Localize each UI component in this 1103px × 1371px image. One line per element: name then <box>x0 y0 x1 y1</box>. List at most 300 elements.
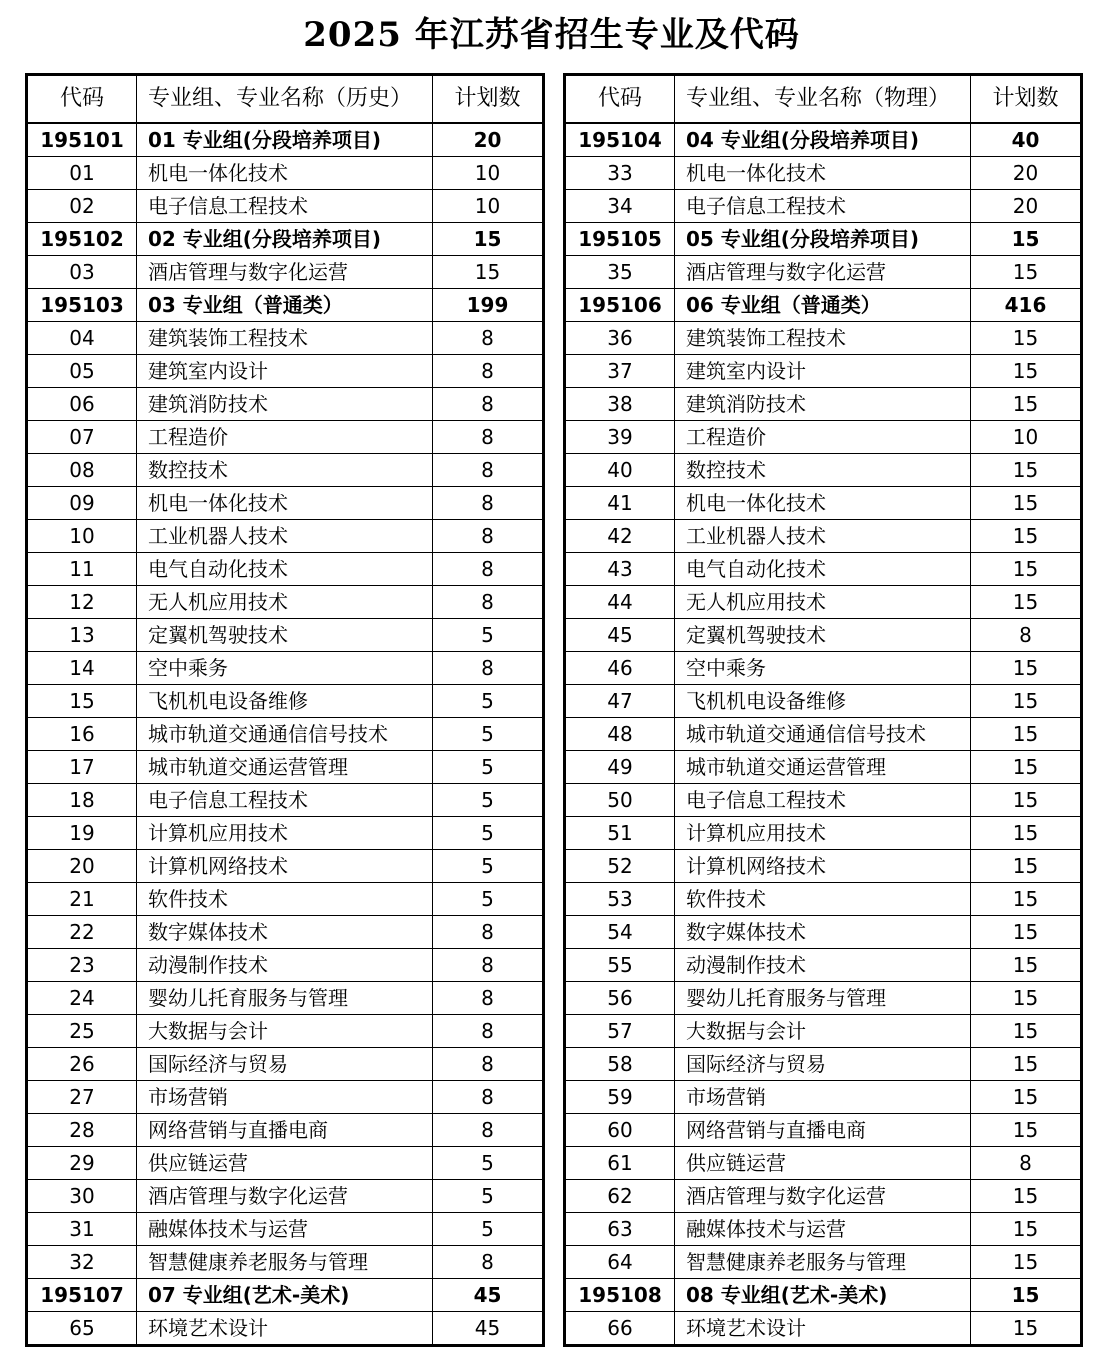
cell-code: 53 <box>565 883 675 916</box>
cell-name: 机电一体化技术 <box>675 157 971 190</box>
cell-count: 5 <box>433 850 544 883</box>
cell-name: 市场营销 <box>137 1081 433 1114</box>
table-row <box>565 586 1082 619</box>
cell-name: 建筑消防技术 <box>675 388 971 421</box>
cell-name: 城市轨道交通通信信号技术 <box>137 718 433 751</box>
cell-code: 28 <box>27 1114 137 1147</box>
cell-name: 国际经济与贸易 <box>137 1048 433 1081</box>
cell-name: 建筑室内设计 <box>137 355 433 388</box>
table-row <box>27 421 544 454</box>
cell-code: 50 <box>565 784 675 817</box>
cell-code: 27 <box>27 1081 137 1114</box>
cell-count: 8 <box>433 388 544 421</box>
table-row <box>565 322 1082 355</box>
cell-code: 55 <box>565 949 675 982</box>
cell-name: 市场营销 <box>675 1081 971 1114</box>
table-row <box>565 454 1082 487</box>
cell-code: 46 <box>565 652 675 685</box>
table-row <box>565 1180 1082 1213</box>
cell-count: 15 <box>971 1312 1082 1346</box>
cell-name: 07 专业组(艺术-美术) <box>137 1279 433 1312</box>
group-row <box>565 223 1082 256</box>
cell-code: 09 <box>27 487 137 520</box>
cell-count: 8 <box>433 982 544 1015</box>
table-row <box>27 817 544 850</box>
cell-name: 05 专业组(分段培养项目) <box>675 223 971 256</box>
cell-code: 29 <box>27 1147 137 1180</box>
cell-code: 195102 <box>27 223 137 256</box>
cell-name: 数控技术 <box>137 454 433 487</box>
cell-code: 195104 <box>565 123 675 157</box>
table-row <box>565 1081 1082 1114</box>
cell-name: 08 专业组(艺术-美术) <box>675 1279 971 1312</box>
history-plan-table <box>25 73 545 1347</box>
cell-name: 电子信息工程技术 <box>137 784 433 817</box>
table-row <box>565 421 1082 454</box>
cell-name: 国际经济与贸易 <box>675 1048 971 1081</box>
cell-code: 26 <box>27 1048 137 1081</box>
cell-name: 动漫制作技术 <box>137 949 433 982</box>
cell-count: 8 <box>433 487 544 520</box>
cell-count: 40 <box>971 123 1082 157</box>
cell-count: 15 <box>971 1015 1082 1048</box>
cell-code: 21 <box>27 883 137 916</box>
column-header-code: 代码 <box>565 75 675 124</box>
cell-name: 网络营销与直播电商 <box>675 1114 971 1147</box>
cell-name: 工程造价 <box>675 421 971 454</box>
cell-code: 43 <box>565 553 675 586</box>
cell-code: 38 <box>565 388 675 421</box>
table-row <box>565 751 1082 784</box>
cell-code: 40 <box>565 454 675 487</box>
cell-code: 06 <box>27 388 137 421</box>
table-row <box>565 487 1082 520</box>
table-row <box>565 949 1082 982</box>
table-row <box>27 784 544 817</box>
cell-name: 空中乘务 <box>675 652 971 685</box>
cell-count: 5 <box>433 1147 544 1180</box>
table-row <box>27 1246 544 1279</box>
cell-name: 大数据与会计 <box>137 1015 433 1048</box>
cell-name: 软件技术 <box>137 883 433 916</box>
cell-count: 5 <box>433 685 544 718</box>
table-row <box>27 685 544 718</box>
cell-code: 41 <box>565 487 675 520</box>
table-row <box>27 190 544 223</box>
cell-name: 酒店管理与数字化运营 <box>137 1180 433 1213</box>
cell-code: 58 <box>565 1048 675 1081</box>
table-row <box>27 751 544 784</box>
cell-code: 59 <box>565 1081 675 1114</box>
cell-code: 36 <box>565 322 675 355</box>
table-row <box>565 619 1082 652</box>
table-row <box>27 1312 544 1346</box>
cell-count: 15 <box>971 487 1082 520</box>
cell-count: 15 <box>971 256 1082 289</box>
column-header-count: 计划数 <box>433 75 544 124</box>
page-title: 2025 年江苏省招生专业及代码 <box>303 15 800 55</box>
cell-name: 智慧健康养老服务与管理 <box>675 1246 971 1279</box>
cell-name: 电子信息工程技术 <box>675 784 971 817</box>
cell-code: 03 <box>27 256 137 289</box>
group-row <box>27 289 544 322</box>
cell-count: 8 <box>433 916 544 949</box>
table-row <box>565 1213 1082 1246</box>
cell-count: 15 <box>971 916 1082 949</box>
cell-code: 13 <box>27 619 137 652</box>
cell-count: 15 <box>971 1180 1082 1213</box>
cell-code: 23 <box>27 949 137 982</box>
table-row <box>27 454 544 487</box>
column-header-code: 代码 <box>27 75 137 124</box>
cell-name: 建筑室内设计 <box>675 355 971 388</box>
table-row <box>27 1180 544 1213</box>
cell-code: 62 <box>565 1180 675 1213</box>
cell-count: 15 <box>971 751 1082 784</box>
cell-code: 39 <box>565 421 675 454</box>
table-row <box>565 520 1082 553</box>
column-header-count: 计划数 <box>971 75 1082 124</box>
cell-count: 8 <box>433 553 544 586</box>
cell-count: 5 <box>433 751 544 784</box>
group-row <box>27 223 544 256</box>
cell-name: 酒店管理与数字化运营 <box>137 256 433 289</box>
cell-code: 25 <box>27 1015 137 1048</box>
cell-code: 15 <box>27 685 137 718</box>
cell-count: 20 <box>433 123 544 157</box>
table-row <box>565 817 1082 850</box>
cell-name: 定翼机驾驶技术 <box>675 619 971 652</box>
cell-code: 05 <box>27 355 137 388</box>
cell-count: 45 <box>433 1312 544 1346</box>
cell-code: 20 <box>27 850 137 883</box>
cell-name: 空中乘务 <box>137 652 433 685</box>
cell-count: 15 <box>971 388 1082 421</box>
cell-code: 30 <box>27 1180 137 1213</box>
cell-code: 42 <box>565 520 675 553</box>
cell-name: 大数据与会计 <box>675 1015 971 1048</box>
cell-name: 数字媒体技术 <box>137 916 433 949</box>
cell-code: 16 <box>27 718 137 751</box>
cell-name: 供应链运营 <box>675 1147 971 1180</box>
cell-count: 15 <box>971 1213 1082 1246</box>
cell-name: 数控技术 <box>675 454 971 487</box>
cell-count: 15 <box>971 1048 1082 1081</box>
cell-count: 15 <box>971 223 1082 256</box>
table-row <box>27 520 544 553</box>
cell-count: 8 <box>433 949 544 982</box>
table-row <box>565 1114 1082 1147</box>
cell-code: 63 <box>565 1213 675 1246</box>
cell-name: 电子信息工程技术 <box>137 190 433 223</box>
physics-plan-table <box>563 73 1083 1347</box>
cell-count: 15 <box>971 949 1082 982</box>
cell-count: 8 <box>433 520 544 553</box>
table-row <box>27 1081 544 1114</box>
cell-code: 01 <box>27 157 137 190</box>
cell-code: 37 <box>565 355 675 388</box>
cell-count: 8 <box>433 1246 544 1279</box>
cell-count: 5 <box>433 784 544 817</box>
table-row <box>27 355 544 388</box>
table-row <box>27 586 544 619</box>
cell-name: 环境艺术设计 <box>137 1312 433 1346</box>
table-row <box>27 982 544 1015</box>
table-row <box>27 157 544 190</box>
cell-code: 07 <box>27 421 137 454</box>
cell-count: 15 <box>971 784 1082 817</box>
cell-count: 15 <box>433 223 544 256</box>
cell-code: 54 <box>565 916 675 949</box>
table-row <box>565 982 1082 1015</box>
cell-count: 15 <box>971 586 1082 619</box>
cell-count: 10 <box>433 190 544 223</box>
cell-name: 电气自动化技术 <box>675 553 971 586</box>
cell-count: 20 <box>971 190 1082 223</box>
cell-code: 35 <box>565 256 675 289</box>
cell-code: 195101 <box>27 123 137 157</box>
cell-count: 15 <box>971 355 1082 388</box>
table-row <box>565 553 1082 586</box>
cell-name: 计算机网络技术 <box>137 850 433 883</box>
table-row <box>27 553 544 586</box>
cell-name: 城市轨道交通运营管理 <box>675 751 971 784</box>
cell-count: 45 <box>433 1279 544 1312</box>
cell-code: 57 <box>565 1015 675 1048</box>
cell-count: 15 <box>971 817 1082 850</box>
cell-code: 12 <box>27 586 137 619</box>
table-row <box>27 850 544 883</box>
table-row <box>27 916 544 949</box>
cell-code: 14 <box>27 652 137 685</box>
cell-name: 酒店管理与数字化运营 <box>675 256 971 289</box>
cell-code: 64 <box>565 1246 675 1279</box>
cell-code: 60 <box>565 1114 675 1147</box>
cell-name: 工程造价 <box>137 421 433 454</box>
cell-count: 15 <box>971 1246 1082 1279</box>
cell-code: 33 <box>565 157 675 190</box>
table-row <box>565 190 1082 223</box>
cell-code: 31 <box>27 1213 137 1246</box>
cell-code: 19 <box>27 817 137 850</box>
cell-name: 电子信息工程技术 <box>675 190 971 223</box>
cell-count: 5 <box>433 718 544 751</box>
table-row <box>27 1147 544 1180</box>
cell-code: 45 <box>565 619 675 652</box>
cell-count: 8 <box>433 586 544 619</box>
cell-count: 15 <box>433 256 544 289</box>
cell-count: 10 <box>971 421 1082 454</box>
cell-name: 融媒体技术与运营 <box>137 1213 433 1246</box>
cell-count: 15 <box>971 520 1082 553</box>
cell-name: 婴幼儿托育服务与管理 <box>137 982 433 1015</box>
table-row <box>565 1246 1082 1279</box>
cell-name: 01 专业组(分段培养项目) <box>137 123 433 157</box>
table-row <box>27 883 544 916</box>
cell-name: 06 专业组（普通类） <box>675 289 971 322</box>
cell-name: 飞机机电设备维修 <box>137 685 433 718</box>
table-row <box>27 1213 544 1246</box>
cell-count: 8 <box>433 322 544 355</box>
cell-count: 15 <box>971 454 1082 487</box>
group-row <box>565 123 1082 157</box>
cell-code: 195108 <box>565 1279 675 1312</box>
cell-count: 8 <box>433 652 544 685</box>
cell-name: 环境艺术设计 <box>675 1312 971 1346</box>
table-row <box>565 256 1082 289</box>
cell-count: 15 <box>971 883 1082 916</box>
cell-name: 软件技术 <box>675 883 971 916</box>
cell-name: 动漫制作技术 <box>675 949 971 982</box>
table-row <box>27 718 544 751</box>
cell-count: 15 <box>971 322 1082 355</box>
cell-code: 44 <box>565 586 675 619</box>
cell-name: 飞机机电设备维修 <box>675 685 971 718</box>
cell-count: 8 <box>433 454 544 487</box>
column-header-name: 专业组、专业名称（历史） <box>137 75 433 124</box>
table-header-row <box>565 75 1082 124</box>
cell-count: 15 <box>971 553 1082 586</box>
cell-code: 11 <box>27 553 137 586</box>
cell-count: 5 <box>433 817 544 850</box>
cell-name: 建筑消防技术 <box>137 388 433 421</box>
table-row <box>565 916 1082 949</box>
cell-count: 10 <box>433 157 544 190</box>
cell-count: 5 <box>433 1180 544 1213</box>
cell-name: 无人机应用技术 <box>137 586 433 619</box>
cell-count: 8 <box>433 1015 544 1048</box>
table-row <box>565 883 1082 916</box>
cell-code: 195105 <box>565 223 675 256</box>
cell-name: 机电一体化技术 <box>137 157 433 190</box>
cell-code: 04 <box>27 322 137 355</box>
cell-count: 5 <box>433 1213 544 1246</box>
cell-code: 22 <box>27 916 137 949</box>
table-row <box>565 1147 1082 1180</box>
cell-name: 数字媒体技术 <box>675 916 971 949</box>
cell-code: 51 <box>565 817 675 850</box>
cell-name: 计算机网络技术 <box>675 850 971 883</box>
cell-count: 15 <box>971 685 1082 718</box>
cell-count: 8 <box>971 619 1082 652</box>
table-row <box>565 1312 1082 1346</box>
cell-count: 8 <box>433 1048 544 1081</box>
cell-code: 195106 <box>565 289 675 322</box>
table-row <box>565 685 1082 718</box>
table-row <box>565 1015 1082 1048</box>
cell-count: 416 <box>971 289 1082 322</box>
table-row <box>565 784 1082 817</box>
cell-count: 15 <box>971 1081 1082 1114</box>
cell-count: 15 <box>971 850 1082 883</box>
cell-code: 47 <box>565 685 675 718</box>
table-header-row <box>27 75 544 124</box>
column-header-name: 专业组、专业名称（物理） <box>675 75 971 124</box>
cell-code: 10 <box>27 520 137 553</box>
table-row <box>27 1015 544 1048</box>
table-row <box>565 355 1082 388</box>
table-row <box>27 949 544 982</box>
table-row <box>27 1048 544 1081</box>
cell-name: 计算机应用技术 <box>137 817 433 850</box>
cell-name: 定翼机驾驶技术 <box>137 619 433 652</box>
table-row <box>27 487 544 520</box>
table-row <box>27 619 544 652</box>
cell-name: 融媒体技术与运营 <box>675 1213 971 1246</box>
cell-count: 8 <box>433 355 544 388</box>
cell-name: 智慧健康养老服务与管理 <box>137 1246 433 1279</box>
cell-count: 8 <box>433 421 544 454</box>
cell-name: 机电一体化技术 <box>137 487 433 520</box>
cell-code: 66 <box>565 1312 675 1346</box>
table-row <box>565 388 1082 421</box>
cell-count: 5 <box>433 619 544 652</box>
cell-code: 61 <box>565 1147 675 1180</box>
table-row <box>27 652 544 685</box>
table-row <box>27 1114 544 1147</box>
group-row <box>565 289 1082 322</box>
cell-code: 18 <box>27 784 137 817</box>
cell-count: 15 <box>971 652 1082 685</box>
cell-code: 65 <box>27 1312 137 1346</box>
cell-name: 机电一体化技术 <box>675 487 971 520</box>
cell-name: 网络营销与直播电商 <box>137 1114 433 1147</box>
cell-name: 电气自动化技术 <box>137 553 433 586</box>
cell-name: 供应链运营 <box>137 1147 433 1180</box>
cell-code: 34 <box>565 190 675 223</box>
cell-code: 24 <box>27 982 137 1015</box>
table-row <box>27 388 544 421</box>
cell-count: 15 <box>971 1279 1082 1312</box>
cell-code: 195103 <box>27 289 137 322</box>
group-row <box>27 123 544 157</box>
cell-code: 32 <box>27 1246 137 1279</box>
cell-code: 48 <box>565 718 675 751</box>
cell-name: 婴幼儿托育服务与管理 <box>675 982 971 1015</box>
group-row <box>565 1279 1082 1312</box>
cell-name: 03 专业组（普通类） <box>137 289 433 322</box>
cell-count: 15 <box>971 982 1082 1015</box>
cell-code: 56 <box>565 982 675 1015</box>
cell-name: 无人机应用技术 <box>675 586 971 619</box>
cell-count: 15 <box>971 1114 1082 1147</box>
table-row <box>565 1048 1082 1081</box>
cell-name: 建筑装饰工程技术 <box>137 322 433 355</box>
cell-name: 建筑装饰工程技术 <box>675 322 971 355</box>
cell-name: 02 专业组(分段培养项目) <box>137 223 433 256</box>
cell-code: 49 <box>565 751 675 784</box>
cell-name: 酒店管理与数字化运营 <box>675 1180 971 1213</box>
cell-name: 工业机器人技术 <box>675 520 971 553</box>
cell-name: 城市轨道交通运营管理 <box>137 751 433 784</box>
table-row <box>27 256 544 289</box>
cell-code: 195107 <box>27 1279 137 1312</box>
cell-name: 04 专业组(分段培养项目) <box>675 123 971 157</box>
cell-name: 城市轨道交通通信信号技术 <box>675 718 971 751</box>
cell-count: 8 <box>433 1081 544 1114</box>
cell-name: 工业机器人技术 <box>137 520 433 553</box>
cell-count: 20 <box>971 157 1082 190</box>
cell-code: 17 <box>27 751 137 784</box>
cell-code: 52 <box>565 850 675 883</box>
cell-code: 02 <box>27 190 137 223</box>
table-row <box>565 718 1082 751</box>
table-row <box>565 652 1082 685</box>
cell-count: 8 <box>433 1114 544 1147</box>
cell-count: 5 <box>433 883 544 916</box>
cell-code: 08 <box>27 454 137 487</box>
cell-count: 8 <box>971 1147 1082 1180</box>
